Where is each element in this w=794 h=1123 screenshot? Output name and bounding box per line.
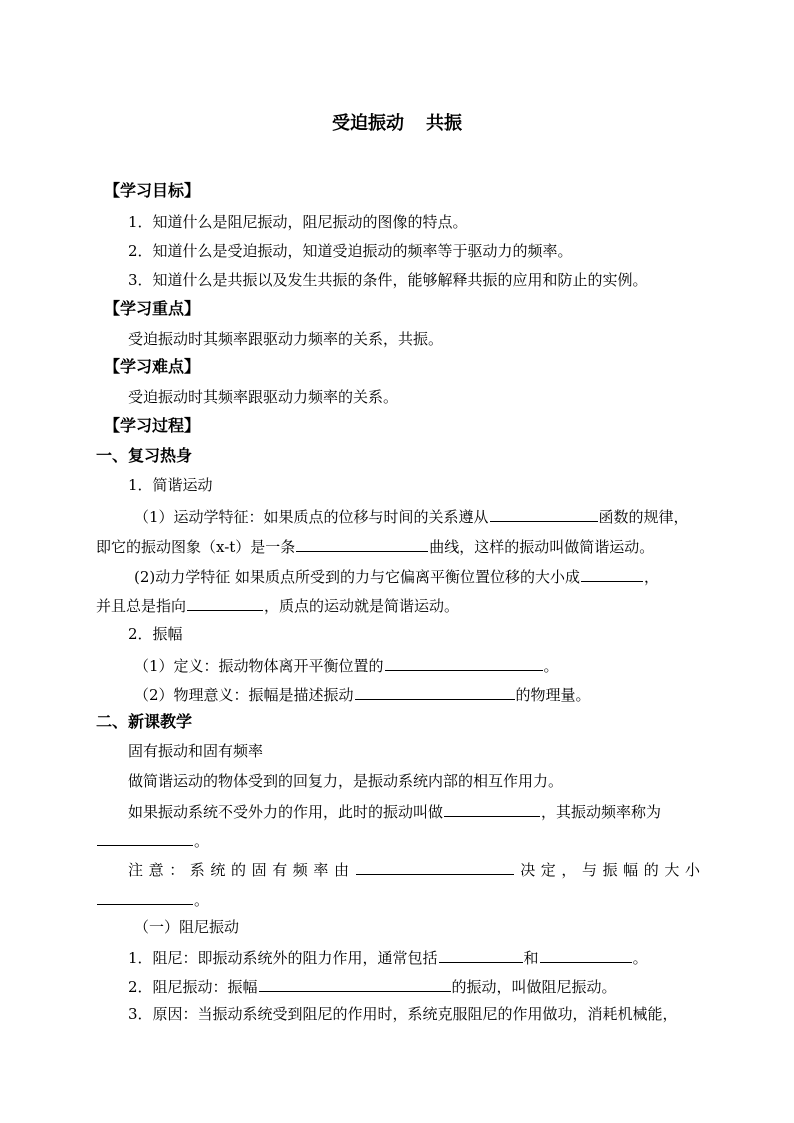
dynamic-line <box>134 565 659 587</box>
paragraph: 做简谐运动的物体受到的回复力，是振动系统内部的相互作用力。 <box>128 772 564 790</box>
answer-blank[interactable] <box>490 505 598 522</box>
amplitude-definition <box>134 654 559 676</box>
objective-item: 2．知道什么是受迫振动，知道受迫振动的频率等于驱动力的频率。 <box>128 242 573 260</box>
damped-vibration-line <box>128 975 617 997</box>
amplitude-meaning-text: （2）物理意义：振幅是描述振动 <box>134 686 354 704</box>
amplitude-definition-text: （1）定义：振动物体离开平衡位置的 <box>134 657 384 675</box>
process-heading: 【学习过程】 <box>104 416 201 435</box>
amplitude-title: 2．振幅 <box>128 625 183 643</box>
review-heading: 一、复习热身 <box>96 446 193 465</box>
damped-vibration-title: （一）阻尼振动 <box>134 918 240 936</box>
answer-blank[interactable] <box>439 946 523 963</box>
damping-text-b: 和 <box>523 949 539 967</box>
damping-line <box>128 946 648 968</box>
note-text-a: 注意：系统的固有频率由 <box>128 861 355 879</box>
free-vibration-text-b: ，其振动频率称为 <box>541 803 662 821</box>
note-line <box>128 858 700 880</box>
difficulty-heading: 【学习难点】 <box>104 357 201 376</box>
kinematic-text-a: （1）运动学特征：如果质点的位移与时间的关系遵从 <box>134 508 489 526</box>
answer-blank[interactable] <box>296 535 428 552</box>
shm-title: 1．简谐运动 <box>128 476 213 494</box>
free-vibration-line <box>128 800 661 822</box>
free-vibration-text-c: 。 <box>194 832 210 850</box>
answer-blank[interactable] <box>259 975 451 992</box>
objective-item: 3．知道什么是共振以及发生共振的条件，能够解释共振的应用和防止的实例。 <box>128 271 648 289</box>
new-lesson-heading: 二、新课教学 <box>96 712 193 731</box>
dynamic-text-b: ， <box>644 568 660 586</box>
amplitude-definition-end: 。 <box>543 657 559 675</box>
note-text-b: 决定，与振幅的大小 <box>514 861 700 879</box>
keypoints-text: 受迫振动时其频率跟驱动力频率的关系，共振。 <box>128 330 444 348</box>
answer-blank[interactable] <box>385 654 543 671</box>
answer-blank[interactable] <box>187 594 263 611</box>
answer-blank[interactable] <box>444 800 540 817</box>
natural-vibration-title: 固有振动和固有频率 <box>128 742 264 760</box>
dynamic-text-d: ，质点的运动就是简谐运动。 <box>264 597 460 615</box>
answer-blank[interactable] <box>540 946 632 963</box>
dynamic-text-c: 并且总是指向 <box>96 597 187 615</box>
answer-blank[interactable] <box>355 683 515 700</box>
damping-cause-line: 3．原因：当振动系统受到阻尼的作用时，系统克服阻尼的作用做功，消耗机械能， <box>128 1005 678 1023</box>
kinematic-line-2 <box>96 535 654 557</box>
damping-text-a: 1．阻尼：即振动系统外的阻力作用，通常包括 <box>128 949 438 967</box>
free-vibration-line-2 <box>96 829 209 851</box>
answer-blank[interactable] <box>356 858 514 875</box>
damping-text-c: 。 <box>632 949 648 967</box>
title-part-2: 共振 <box>426 113 462 134</box>
objective-item: 1．知道什么是阻尼振动，阻尼振动的图像的特点。 <box>128 213 468 231</box>
title-part-1: 受迫振动 <box>332 113 404 134</box>
kinematic-text-c: 即它的振动图象（x-t）是一条 <box>96 538 296 556</box>
free-vibration-text-a: 如果振动系统不受外力的作用，此时的振动叫做 <box>128 803 444 821</box>
kinematic-line <box>134 505 689 527</box>
dynamic-line-2 <box>96 594 459 616</box>
amplitude-meaning-end: 的物理量。 <box>515 686 591 704</box>
note-line-2 <box>96 888 209 910</box>
answer-blank[interactable] <box>97 888 193 905</box>
objectives-heading: 【学习目标】 <box>104 181 201 200</box>
kinematic-text-d: 曲线，这样的振动叫做简谐运动。 <box>429 538 655 556</box>
amplitude-meaning <box>134 683 591 705</box>
damped-vibration-text-b: 的振动，叫做阻尼振动。 <box>451 978 617 996</box>
answer-blank[interactable] <box>97 829 193 846</box>
dynamic-text-a: (2)动力学特征 如果质点所受到的力与它偏离平衡位置位移的大小成 <box>134 568 581 586</box>
kinematic-text-b: 函数的规律， <box>598 508 689 526</box>
note-text-c: 。 <box>194 891 210 909</box>
document-title <box>0 113 794 135</box>
difficulty-text: 受迫振动时其频率跟驱动力频率的关系。 <box>128 388 399 406</box>
damped-vibration-text-a: 2．阻尼振动：振幅 <box>128 978 258 996</box>
keypoints-heading: 【学习重点】 <box>104 299 201 318</box>
answer-blank[interactable] <box>581 565 643 582</box>
